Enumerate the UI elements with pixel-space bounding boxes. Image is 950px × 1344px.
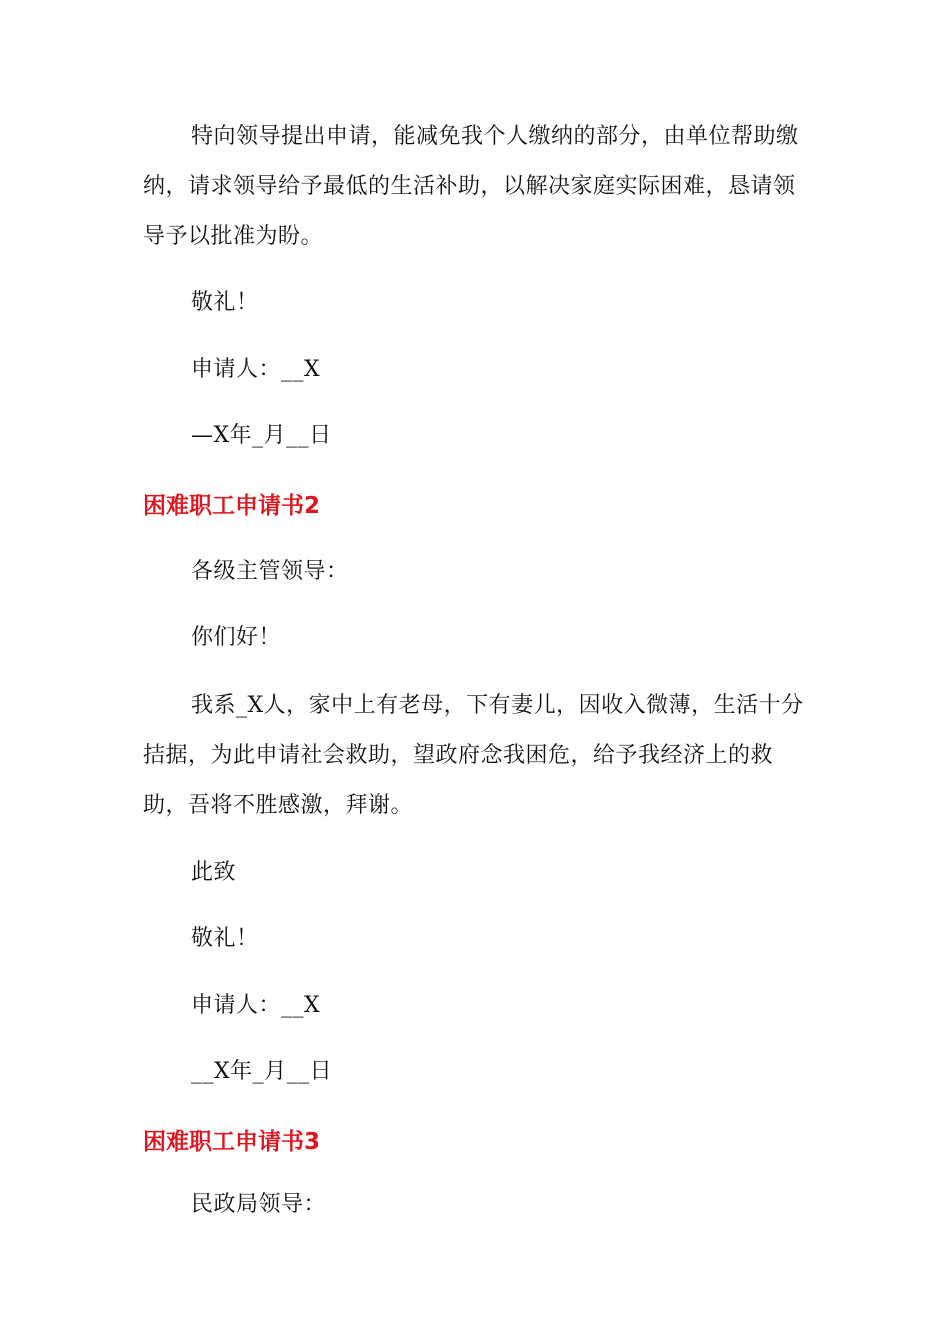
section-heading-2: 困难职工申请书2 xyxy=(143,493,321,519)
salute-text: 敬礼！ xyxy=(191,290,259,315)
hello-line: 你们好！ xyxy=(191,625,282,650)
closing-line: 此致 xyxy=(191,860,237,885)
request-paragraph: 特向领导提出申请，能减免我个人缴纳的部分，由单位帮助缴纳，请求领导给予最低的生活补助，以解决家庭实际困难，恳请领导予以批准为盼。 xyxy=(143,124,799,249)
date-line: —X年_月__日 xyxy=(191,423,332,448)
applicant-line-2: 申请人：__X xyxy=(191,993,321,1018)
request-paragraph-2: 我系_X人，家中上有老母，下有妻儿，因收入微薄，生活十分拮据，为此申请社会救助，望政府念我困危，给予我经济上的救助，吾将不胜感激，拜谢。 xyxy=(143,693,804,818)
applicant-line: 申请人：__X xyxy=(191,357,321,382)
greeting-line: 各级主管领导： xyxy=(191,559,349,584)
date-line-2: __X年_月__日 xyxy=(191,1059,333,1084)
greeting-line-3: 民政局领导： xyxy=(191,1192,327,1217)
salute-text-2: 敬礼！ xyxy=(191,926,259,951)
section-heading-3: 困难职工申请书3 xyxy=(143,1129,321,1155)
